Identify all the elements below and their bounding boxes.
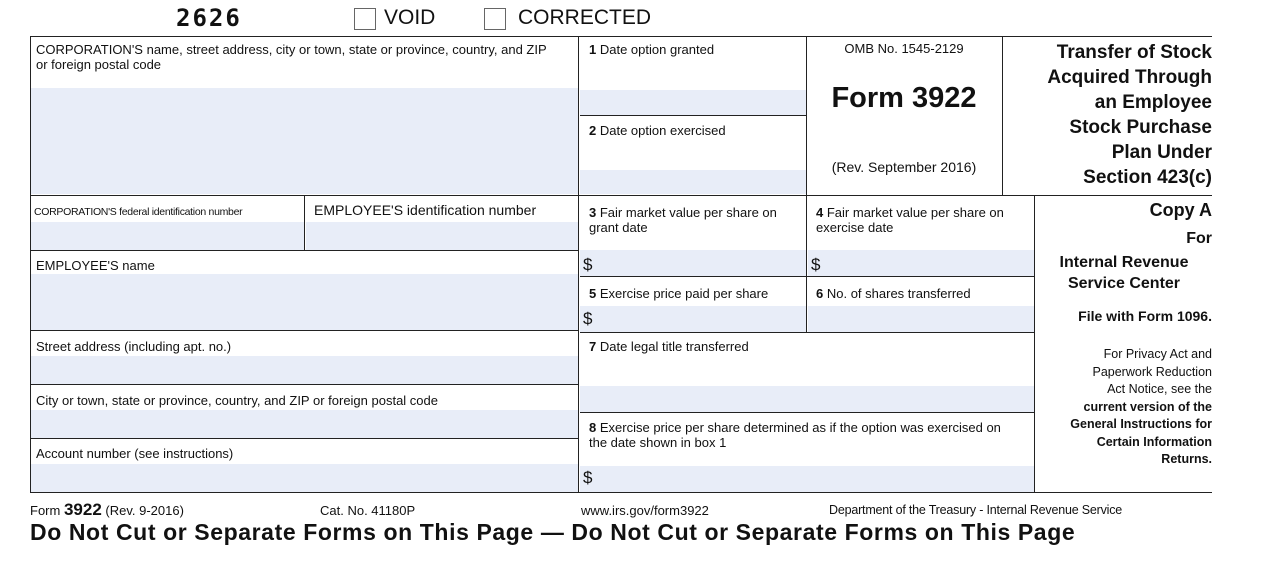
copy-for-label: For bbox=[1186, 230, 1212, 247]
box4-field[interactable] bbox=[808, 250, 1034, 276]
corp-name-label: CORPORATION'S name, street address, city or town, state or province, country, and ZIP or foreign postal code bbox=[36, 42, 547, 72]
form-title: Form 3922 bbox=[831, 82, 977, 114]
box3-field[interactable] bbox=[580, 250, 806, 276]
privacy-notice: For Privacy Act and Paperwork Reduction Act Notice, see the current version of the General Instructions for Certain Information Returns. bbox=[1070, 347, 1212, 466]
street-label: Street address (including apt. no.) bbox=[36, 339, 232, 354]
form-heading: Transfer of Stock Acquired Through an Employee Stock Purchase Plan Under Section 423(c) bbox=[1047, 42, 1212, 188]
city-label: City or town, state or province, country, and ZIP or foreign postal code bbox=[36, 393, 438, 408]
corp-name-field[interactable] bbox=[30, 88, 578, 194]
employee-name-label: EMPLOYEE'S name bbox=[36, 258, 155, 273]
corp-fed-id-field[interactable] bbox=[30, 222, 304, 250]
form-revision: (Rev. September 2016) bbox=[831, 159, 977, 175]
box5-field[interactable] bbox=[580, 306, 806, 332]
employee-id-label: EMPLOYEE'S identification number bbox=[314, 202, 537, 218]
box5-label: 5 Exercise price paid per share bbox=[589, 286, 769, 301]
do-not-cut-banner: Do Not Cut or Separate Forms on This Page — Do Not Cut or Separate Forms on This Page bbox=[30, 519, 1076, 545]
void-checkbox[interactable] bbox=[354, 8, 376, 30]
omb-number: OMB No. 1545-2129 bbox=[844, 41, 964, 56]
box4-dollar: $ bbox=[811, 255, 821, 274]
footer-cat-no: Cat. No. 41180P bbox=[320, 503, 416, 518]
city-field[interactable] bbox=[30, 410, 578, 438]
box8-field[interactable] bbox=[580, 466, 1034, 492]
employee-name-field[interactable] bbox=[30, 274, 578, 330]
form-code: 2626 bbox=[176, 4, 242, 32]
corrected-checkbox[interactable] bbox=[484, 8, 506, 30]
box6-field[interactable] bbox=[808, 306, 1034, 332]
box1-field[interactable] bbox=[580, 90, 806, 115]
box8-dollar: $ bbox=[583, 468, 593, 487]
box2-field[interactable] bbox=[580, 170, 806, 194]
copy-a-label: Copy A bbox=[1149, 200, 1212, 220]
account-field[interactable] bbox=[30, 464, 578, 492]
corrected-label: CORRECTED bbox=[518, 6, 652, 29]
footer-url: www.irs.gov/form3922 bbox=[581, 503, 709, 518]
account-label: Account number (see instructions) bbox=[36, 446, 234, 461]
copy-irs-label: Internal Revenue Service Center bbox=[1059, 254, 1189, 292]
box6-label: 6 No. of shares transferred bbox=[816, 286, 971, 301]
box2-label: 2 Date option exercised bbox=[589, 123, 726, 138]
void-label: VOID bbox=[384, 6, 436, 29]
box3-dollar: $ bbox=[583, 255, 593, 274]
box3-label: 3 Fair market value per share on grant date bbox=[589, 205, 777, 235]
box4-label: 4 Fair market value per share on exercise date bbox=[816, 205, 1004, 235]
box1-label: 1 Date option granted bbox=[589, 42, 715, 57]
file-with-label: File with Form 1096. bbox=[1078, 308, 1212, 324]
employee-id-field[interactable] bbox=[306, 222, 578, 250]
street-field[interactable] bbox=[30, 356, 578, 384]
corp-fed-id-label: CORPORATION'S federal identification number bbox=[34, 206, 243, 218]
box7-field[interactable] bbox=[580, 386, 1034, 412]
footer-form-id: Form 3922 (Rev. 9-2016) bbox=[30, 500, 184, 519]
box8-label: 8 Exercise price per share determined as if the option was exercised on the date shown in box 1 bbox=[589, 420, 1001, 450]
box7-label: 7 Date legal title transferred bbox=[589, 339, 749, 354]
footer-dept: Department of the Treasury - Internal Revenue Service bbox=[829, 503, 1123, 517]
box5-dollar: $ bbox=[583, 309, 593, 328]
